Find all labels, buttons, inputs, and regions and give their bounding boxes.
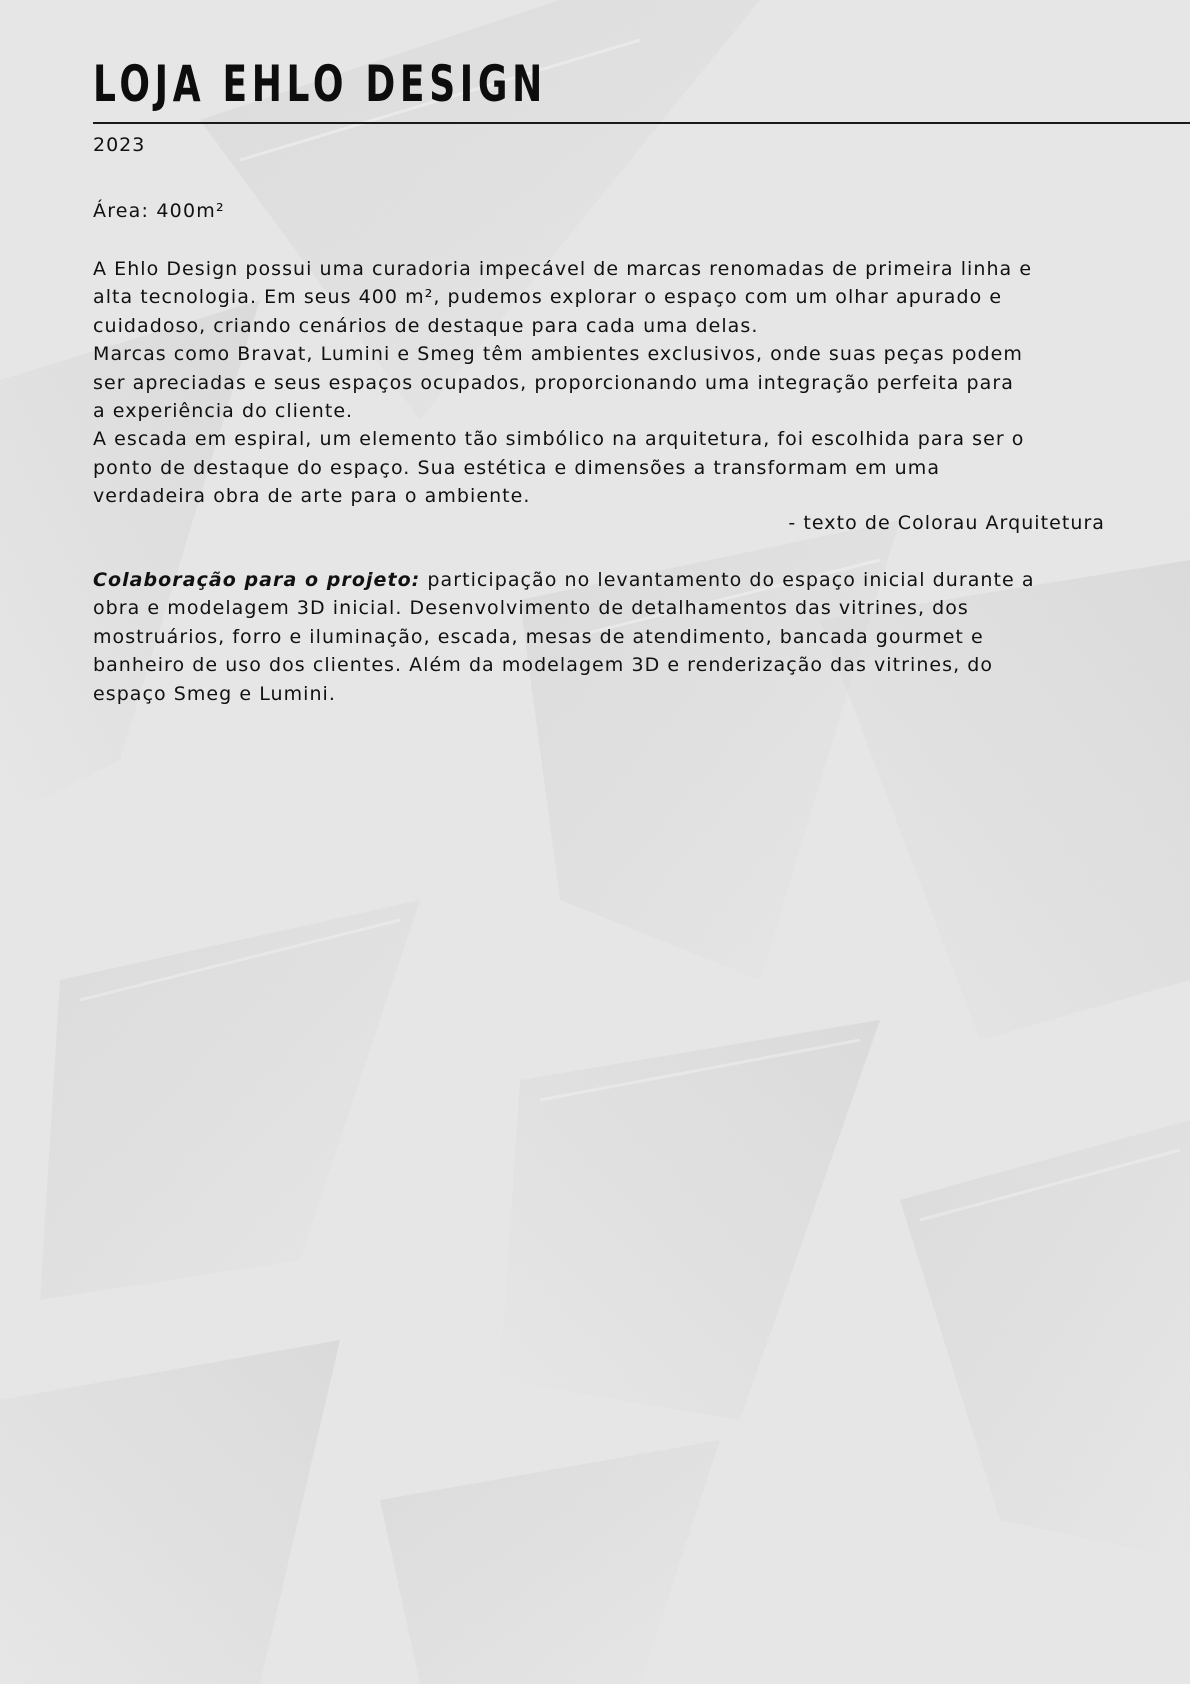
collaboration-label: Colaboração para o projeto: <box>93 569 421 591</box>
description-line: verdadeira obra de arte para o ambiente. <box>93 485 531 508</box>
collaboration-paragraph <box>93 566 1118 708</box>
collaboration-line: banheiro de uso dos clientes. Além da modelagem 3D e renderização das vitrines, do <box>93 654 994 677</box>
description-line: alta tecnologia. Em seus 400 m², pudemos explorar o espaço com um olhar apurado e <box>93 286 1003 309</box>
collaboration-line: espaço Smeg e Lumini. <box>93 682 336 705</box>
page-title: LOJA EHLO DESIGN <box>93 55 547 113</box>
description-line: Marcas como Bravat, Lumini e Smeg têm ambientes exclusivos, onde suas peças podem <box>93 343 1023 366</box>
description-line: A escada em espiral, um elemento tão simbólico na arquitetura, foi escolhida para ser o <box>93 428 1025 451</box>
description-line: ponto de destaque do espaço. Sua estética e dimensões a transformam em uma <box>93 456 941 479</box>
project-year: 2023 <box>93 134 146 156</box>
project-area: Área: 400m² <box>93 200 225 222</box>
collaboration-line: participação no levantamento do espaço inicial durante a <box>420 569 1035 591</box>
description-line: A Ehlo Design possui uma curadoria impecável de marcas renomadas de primeira linha e <box>93 258 1033 280</box>
text-credit: - texto de Colorau Arquitetura <box>788 512 1105 534</box>
project-description <box>93 255 1118 511</box>
description-line: ser apreciadas e seus espaços ocupados, proporcionando uma integração perfeita para <box>93 371 1014 394</box>
description-line: cuidadoso, criando cenários de destaque para cada uma delas. <box>93 314 759 337</box>
collaboration-first-line <box>93 566 1118 594</box>
collaboration-line: obra e modelagem 3D inicial. Desenvolvimento de detalhamentos das vitrines, dos <box>93 597 969 620</box>
title-underline-divider <box>93 122 1190 124</box>
description-line: a experiência do cliente. <box>93 400 354 423</box>
collaboration-line: mostruários, forro e iluminação, escada, mesas de atendimento, bancada gourmet e <box>93 625 984 648</box>
